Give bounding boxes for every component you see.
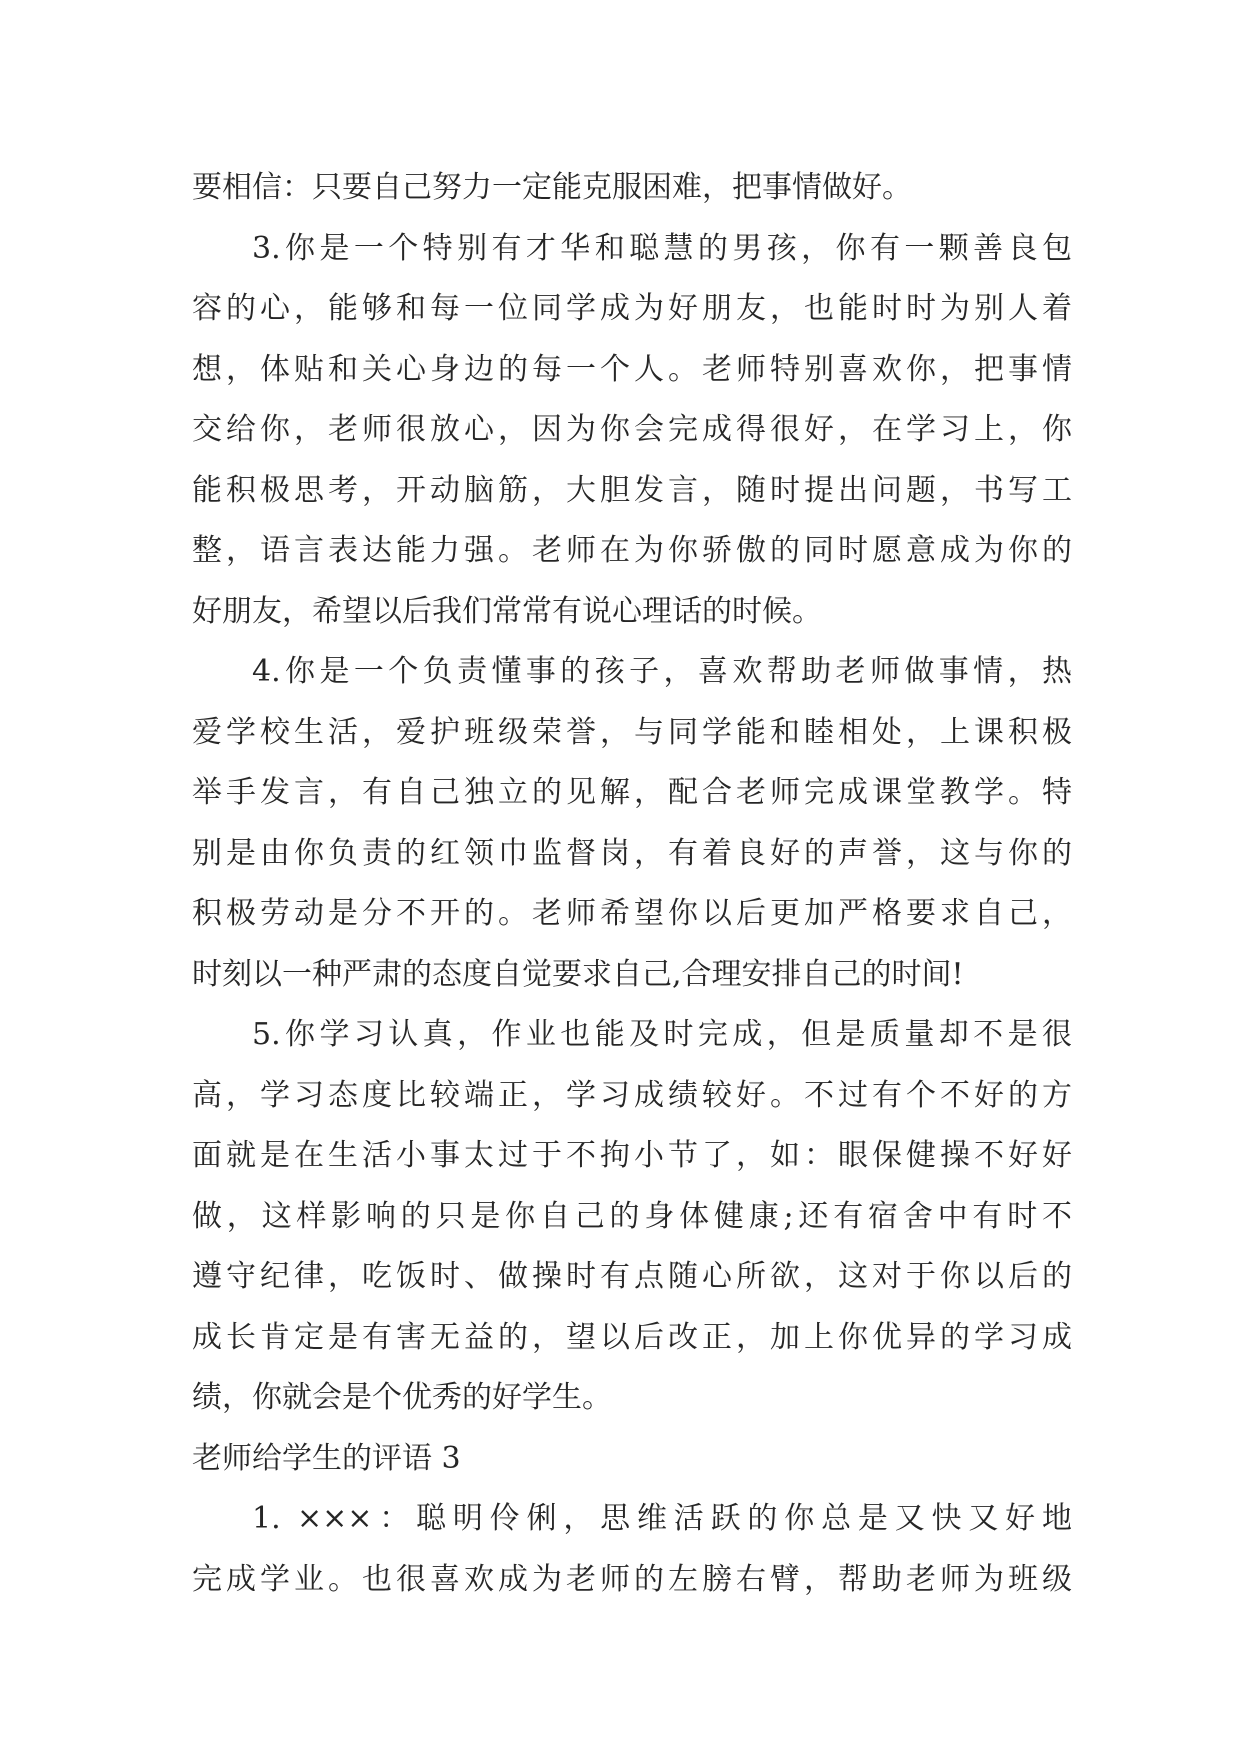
text-line: 1. ×××：聪明伶俐，思维活跃的你总是又快又好地 — [252, 1501, 1072, 1536]
text-line: 遵守纪律，吃饭时、做操时有点随心所欲，这对于你以后的 — [192, 1259, 1072, 1294]
text-line: 4.你是一个负责懂事的孩子，喜欢帮助老师做事情，热 — [252, 654, 1072, 689]
text-line: 高，学习态度比较端正，学习成绩较好。不过有个不好的方 — [192, 1077, 1072, 1113]
text-line: 成长肯定是有害无益的，望以后改正，加上你优异的学习成 — [192, 1319, 1072, 1355]
text-line: 绩，你就会是个优秀的好学生。 — [192, 1380, 612, 1415]
text-line: 完成学业。也很喜欢成为老师的左膀右臂，帮助老师为班级 — [192, 1561, 1072, 1597]
text-line: 时刻以一种严肃的态度自觉要求自己,合理安排自己的时间! — [192, 956, 964, 992]
text-line: 爱学校生活，爱护班级荣誉，与同学能和睦相处，上课积极 — [192, 714, 1072, 750]
text-line: 要相信：只要自己努力一定能克服困难，把事情做好。 — [192, 170, 912, 205]
comment-item-1 — [192, 1489, 1072, 1610]
text-line: 容的心，能够和每一位同学成为好朋友，也能时时为别人着 — [192, 291, 1072, 326]
text-line: 好朋友，希望以后我们常常有说心理话的时候。 — [192, 593, 822, 629]
text-line: 面就是在生活小事太过于不拘小节了，如：眼保健操不好好 — [192, 1138, 1072, 1173]
text-line: 积极劳动是分不开的。老师希望你以后更加严格要求自己， — [192, 896, 1072, 931]
document-body — [192, 158, 1072, 1610]
text-line: 想，体贴和关心身边的每一个人。老师特别喜欢你，把事情 — [192, 351, 1072, 387]
comment-item-4 — [192, 642, 1072, 1005]
text-line: 别是由你负责的红领巾监督岗，有着良好的声誉，这与你的 — [192, 835, 1072, 871]
text-line: 能积极思考，开动脑筋，大胆发言，随时提出问题，书写工 — [192, 472, 1072, 508]
paragraph-continuation — [192, 158, 1072, 219]
section-heading: 老师给学生的评语 3 — [192, 1440, 461, 1476]
text-line: 举手发言，有自己独立的见解，配合老师完成课堂教学。特 — [192, 775, 1072, 810]
comment-item-3 — [192, 219, 1072, 643]
text-line: 3.你是一个特别有才华和聪慧的男孩，你有一颗善良包 — [252, 230, 1072, 266]
text-line: 交给你，老师很放心，因为你会完成得很好，在学习上，你 — [192, 412, 1072, 447]
text-line: 做，这样影响的只是你自己的身体健康;还有宿舍中有时不 — [192, 1198, 1072, 1234]
comment-item-5 — [192, 1005, 1072, 1429]
text-line: 整，语言表达能力强。老师在为你骄傲的同时愿意成为你的 — [192, 533, 1072, 568]
text-line: 5.你学习认真，作业也能及时完成，但是质量却不是很 — [252, 1017, 1072, 1052]
